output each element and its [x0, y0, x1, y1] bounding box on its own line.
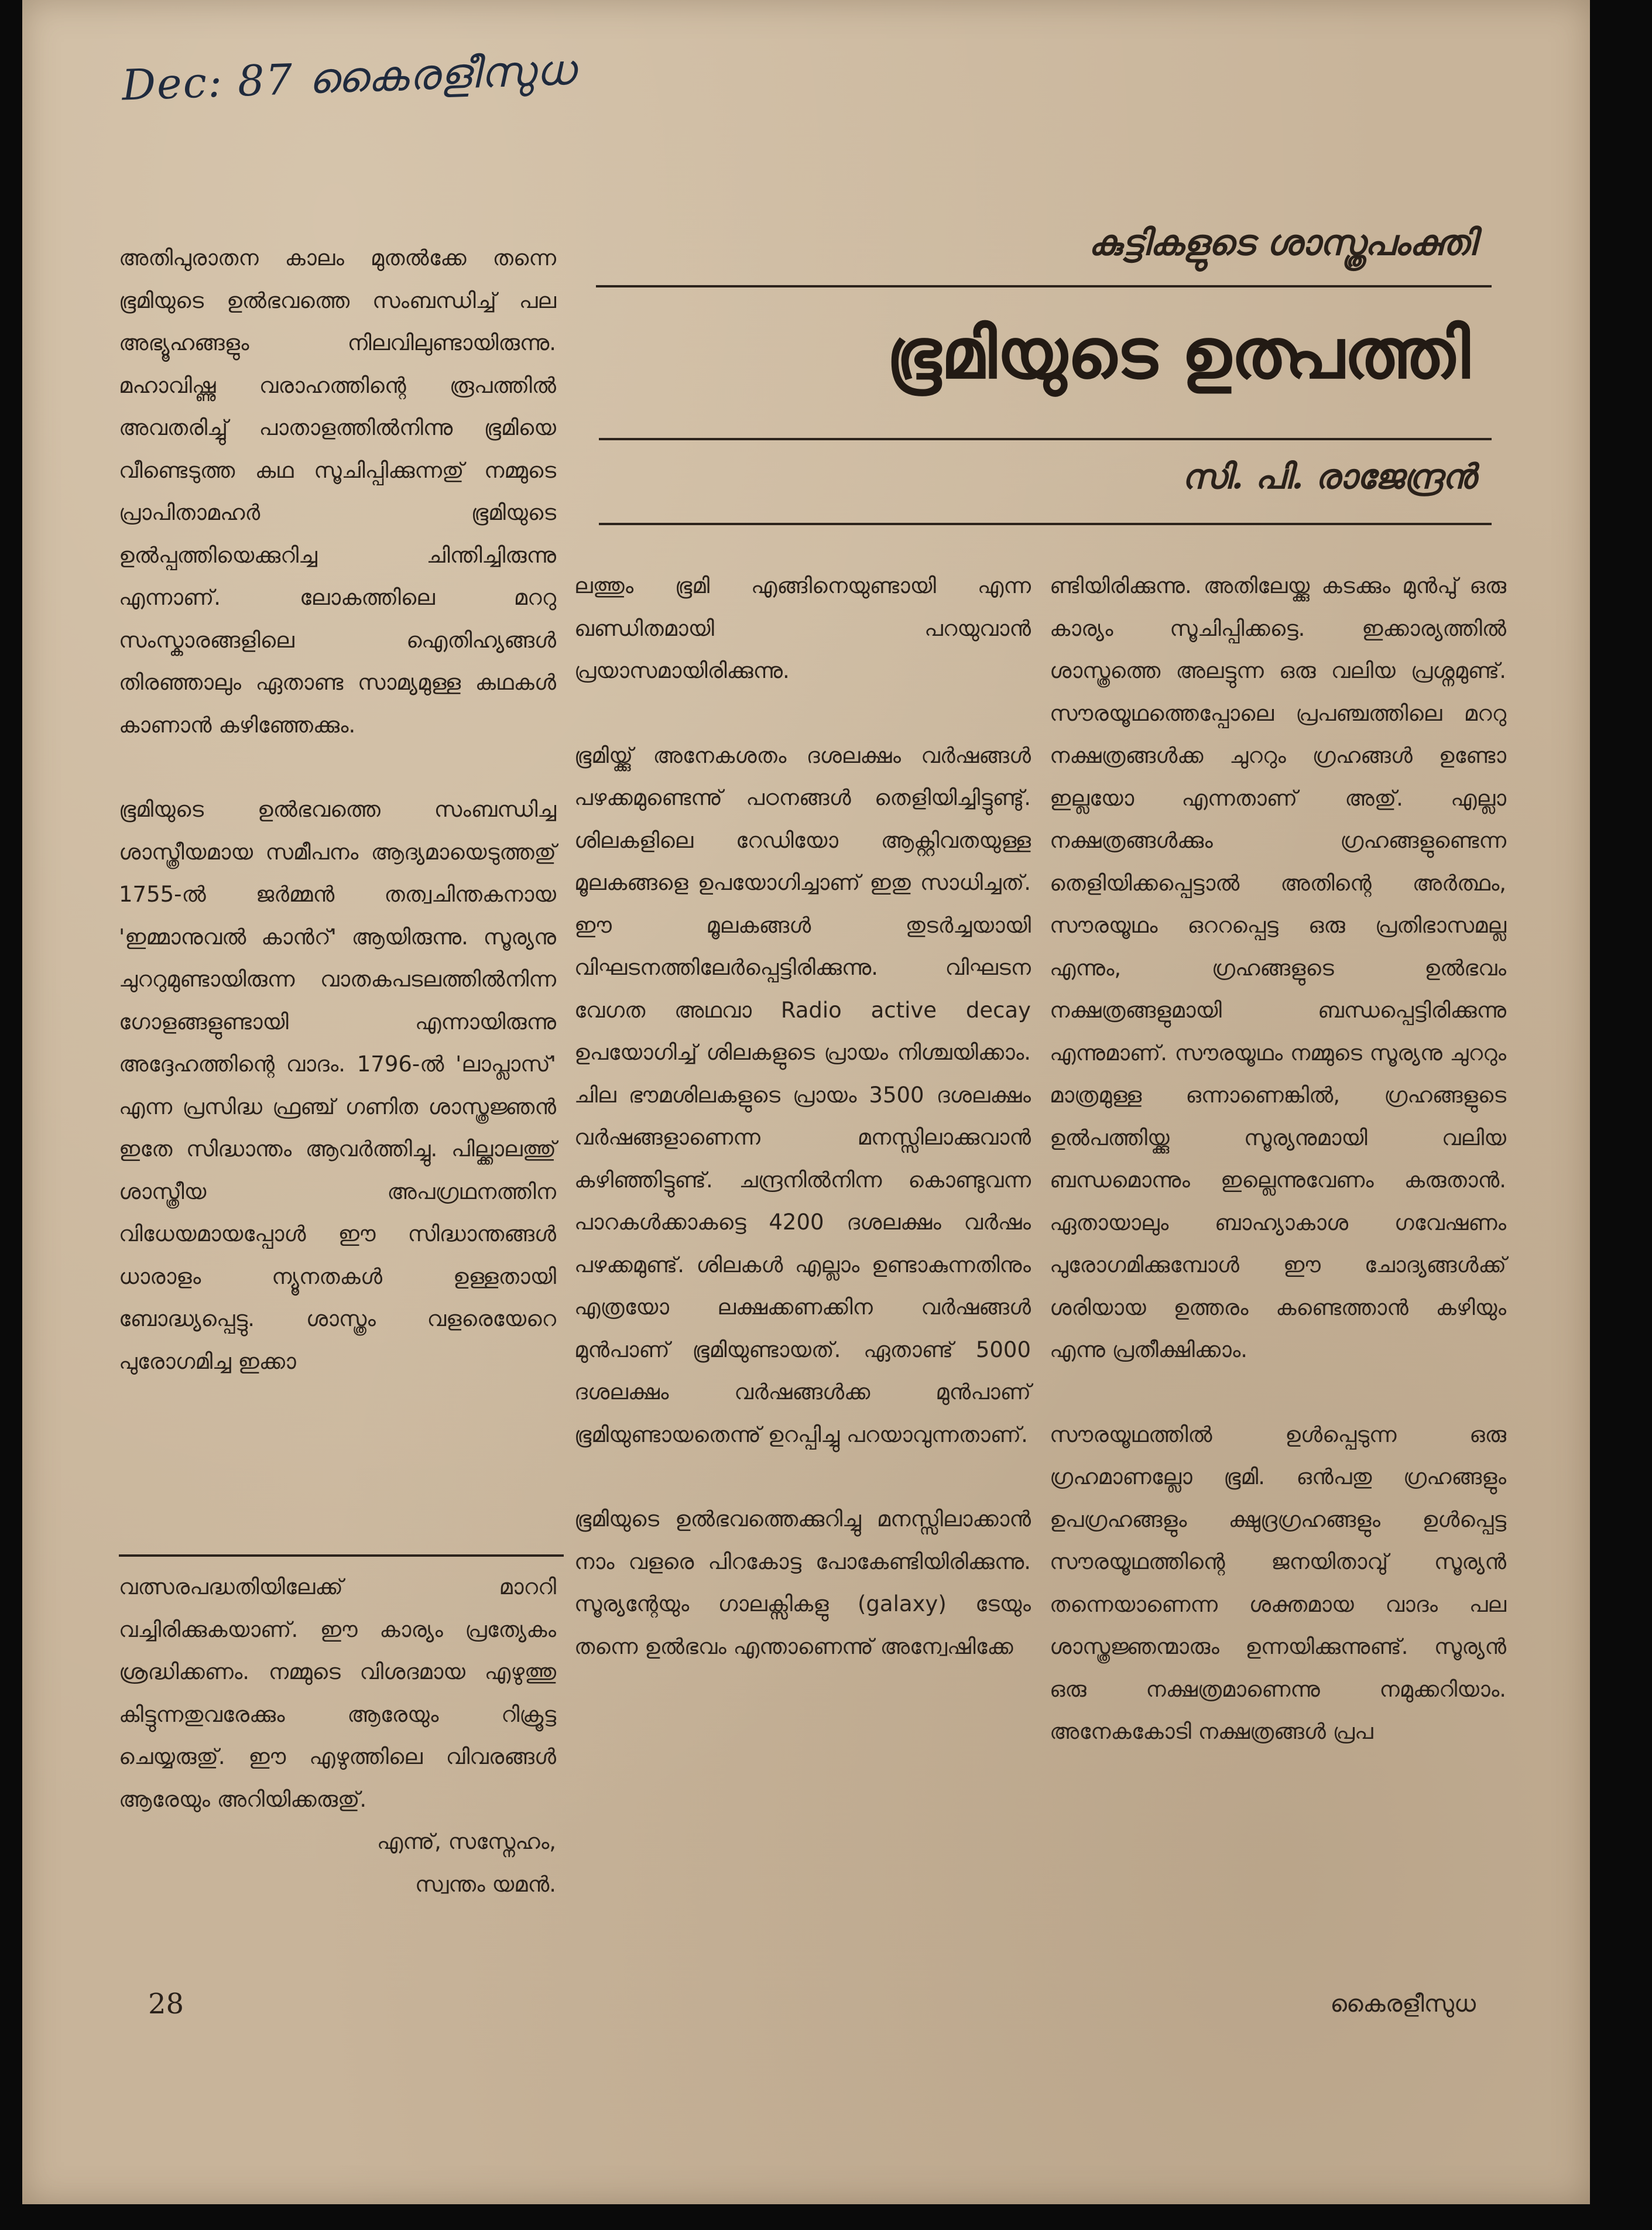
column-3-paragraph-2: സൗരയൂഥത്തിൽ ഉൾപ്പെടുന്ന ഒരു ഗ്രഹമാണല്ലോ ഭൂമി. ഒൻപതു ഗ്രഹങ്ങളും ഉപഗ്രഹങ്ങളും ക്ഷുദ്രഗ്രഹങ്ങളും ഉൾപ്പെട്ട സൗരയൂഥത്തിന്റെ ജനയിതാവു് സൂര്യൻ തന്നെയാണെന്ന ശക്തമായ വാദം പല ശാസ്ത്രജ്ഞന്മാരും ഉന്നയിക്കുന്നുണ്ട്. സൂര്യൻ ഒരു നക്ഷത്രമാണെന്നു നമുക്കറിയാം. അനേകകോടി നക്ഷത്രങ്ങൾ പ്രപ — [1050, 1421, 1506, 1744]
publication-name: കൈരളീസുധ — [1330, 1991, 1476, 2017]
note-paragraph: വത്സരപദ്ധതിയിലേക്ക് മാററി വച്ചിരിക്കുകയാണ്. ഈ കാര്യം പ്രത്യേകം ശ്രദ്ധിക്കണം. നമ്മുടെ വിശദമായ എഴുത്തു കിട്ടുന്നതുവരേക്കും ആരേയും റിക്രൂട്ട ചെയ്യരുതു്. ഈ എഴുത്തിലെ വിവരങ്ങൾ ആരേയും അറിയിക്കരുതു്. — [119, 1574, 556, 1812]
column-2-paragraph-3: ഭൂമിയുടെ ഉൽഭവത്തെക്കുറിച്ചു മനസ്സിലാക്കാൻ നാം വളരെ പിറകോട്ട പോകേണ്ടിയിരിക്കുന്നു. സൂര്യന്റേയും ഗാലക്സികളു (galaxy) ടേയും തന്നെ ഉൽഭവം എന്താണെന്നു് അന്വേഷിക്കേ — [574, 1506, 1031, 1659]
note-signature: സ്വന്തം യമൻ. — [414, 1871, 556, 1897]
note-closing: എന്നു്, സസ്നേഹം, — [376, 1829, 556, 1854]
column-1-note — [119, 1566, 556, 1906]
section-title: കുട്ടികളുടെ ശാസ്ത്രപംക്തി — [1088, 222, 1476, 263]
handwritten-note: Dec: 87 കൈരളീസുധ — [121, 44, 577, 110]
article-title: ഭൂമിയുടെ ഉത്പത്തി — [886, 313, 1470, 394]
author-byline: സി. പി. രാജേന്ദ്രൻ — [1182, 457, 1476, 496]
column-3-paragraph-1: ണ്ടിയിരിക്കുന്നു. അതിലേയ്ക്കു കടക്കും മുൻപു് ഒരു കാര്യം സൂചിപ്പിക്കട്ടെ. ഇക്കാര്യത്തിൽ ശാസ്ത്രത്തെ അലട്ടുന്ന ഒരു വലിയ പ്രശ്നമുണ്ട്. സൗരയൂഥത്തെപ്പോലെ പ്രപഞ്ചത്തിലെ മററു നക്ഷത്രങ്ങൾക്ക ചുററും ഗ്രഹങ്ങൾ ഉണ്ടോ ഇല്ലയോ എന്നതാണ് അതു്. എല്ലാ നക്ഷത്രങ്ങൾക്കും ഗ്രഹങ്ങളുണ്ടെന്ന തെളിയിക്കപ്പെട്ടാൽ അതിന്റെ അർത്ഥം, സൗരയൂഥം ഒററപ്പെട്ട ഒരു പ്രതിഭാസമല്ല എന്നും, ഗ്രഹങ്ങളുടെ ഉൽഭവം നക്ഷത്രങ്ങളുമായി ബന്ധപ്പെട്ടിരിക്കുന്നു എന്നുമാണ്. സൗരയൂഥം നമ്മുടെ സൂര്യനു ചുററും മാത്രമുള്ള ഒന്നാണെങ്കിൽ, ഗ്രഹങ്ങളുടെ ഉൽപത്തിയ്ക്കു സൂര്യനുമായി വലിയ ബന്ധമൊന്നും ഇല്ലെന്നുവേണം കരുതാൻ. ഏതായാലും ബാഹ്യാകാശ ഗവേഷണം പുരോഗമിക്കുമ്പോൾ ഈ ചോദ്യങ്ങൾക്ക് ശരിയായ ഉത്തരം കണ്ടെത്താൻ കഴിയും എന്നു പ്രതീക്ഷിക്കാം. — [1050, 573, 1506, 1362]
column-2-paragraph-2: ഭൂമിയ്ക്കു് അനേകശതം ദശലക്ഷം വർഷങ്ങൾ പഴക്കമുണ്ടെന്നു് പഠനങ്ങൾ തെളിയിച്ചിട്ടുണ്ടു്. ശിലകളിലെ റേഡിയോ ആക്റ്റിവതയുള്ള മൂലകങ്ങളെ ഉപയോഗിച്ചാണ് ഇതു സാധിച്ചത്. ഈ മൂലകങ്ങൾ തുടർച്ചയായി വിഘടനത്തിലേർപ്പെട്ടിരിക്കുന്നു. വിഘടന വേഗത അഥവാ Radio active decay ഉപയോഗിച്ച് ശിലകളുടെ പ്രായം നിശ്ചയിക്കാം. ചില ഭൗമശിലകളുടെ പ്രായം 3500 ദശലക്ഷം വർഷങ്ങളാണെന്ന മനസ്സിലാക്കുവാൻ കഴിഞ്ഞിട്ടുണ്ട്. ചന്ദ്രനിൽനിന്ന കൊണ്ടുവന്ന പാറകൾക്കാകട്ടെ 4200 ദശലക്ഷം വർഷം പഴക്കമുണ്ട്. ശിലകൾ എല്ലാം ഉണ്ടാകുന്നതിനും എത്രയോ ലക്ഷക്കണക്കിന വർഷങ്ങൾ മുൻപാണ് ഭൂമിയുണ്ടായത്. ഏതാണ്ട് 5000 ദശലക്ഷം വർഷങ്ങൾക്ക മുൻപാണ് ഭൂമിയുണ്ടായതെന്നു് ഉറപ്പിച്ചു പറയാവുന്നതാണ്. — [574, 742, 1031, 1447]
column-2-paragraph-1: ലത്തും ഭൂമി എങ്ങിനെയുണ്ടായി എന്ന ഖണ്ഡിതമായി പറയുവാൻ പ്രയാസമായിരിക്കുന്നു. — [574, 573, 1031, 683]
column-2 — [574, 565, 1031, 1668]
column-1-paragraph-2: ഭൂമിയുടെ ഉൽഭവത്തെ സംബന്ധിച്ച ശാസ്ത്രീയമായ സമീപനം ആദ്യമായെടുത്തതു് 1755-ൽ ജർമ്മൻ തത്വചിന്തകനായ 'ഇമ്മാനുവൽ കാൻറ്' ആയിരുന്നു. സൂര്യനു ചുററുമുണ്ടായിരുന്ന വാതകപടലത്തിൽനിന്ന ഗോളങ്ങളുണ്ടായി എന്നായിരുന്നു അദ്ദേഹത്തിന്റെ വാദം. 1796-ൽ 'ലാപ്ലാസ്' എന്ന പ്രസിദ്ധ ഫ്രഞ്ച് ഗണിത ശാസ്ത്രജ്ഞൻ ഇതേ സിദ്ധാന്തം ആവർത്തിച്ചു. പില്ക്കാലത്തു് ശാസ്ത്രീയ അപഗ്രഥനത്തിന വിധേയമായപ്പോൾ ഈ സിദ്ധാന്തങ്ങൾ ധാരാളം ന്യൂനതകൾ ഉള്ളതായി ബോദ്ധ്യപ്പെട്ടു. ശാസ്ത്രം വളരെയേറെ പുരോഗമിച്ച ഇക്കാ — [119, 797, 556, 1374]
title-top-rule — [596, 285, 1492, 287]
page-number: 28 — [148, 1988, 184, 2020]
column-1 — [119, 237, 556, 1383]
column-1-paragraph-1: അതിപുരാതന കാലം മുതൽക്കേ തന്നെ ഭൂമിയുടെ ഉൽഭവത്തെ സംബന്ധിച്ച് പല അഭ്യൂഹങ്ങളും നിലവിലുണ്ടായിരുന്നു. മഹാവിഷ്ണു വരാഹത്തിന്റെ രൂപത്തിൽ അവതരിച്ചു് പാതാളത്തിൽനിന്നു ഭൂമിയെ വീണ്ടെടുത്ത കഥ സൂചിപ്പിക്കുന്നതു് നമ്മുടെ പ്രാപിതാമഹർ ഭൂമിയുടെ ഉൽപ്പത്തിയെക്കുറിച്ച ചിന്തിച്ചിരുന്നു എന്നാണ്. ലോകത്തിലെ മററു സംസ്കാരങ്ങളിലെ ഐതിഹ്യങ്ങൾ തിരഞ്ഞാലും ഏതാണ്ട സാമ്യമുള്ള കഥകൾ കാണാൻ കഴിഞ്ഞേക്കും. — [119, 245, 556, 738]
byline-rule — [599, 523, 1492, 525]
column-1-divider — [119, 1554, 564, 1557]
column-3 — [1050, 565, 1506, 1753]
title-bottom-rule — [599, 438, 1492, 440]
magazine-page — [22, 0, 1590, 2204]
